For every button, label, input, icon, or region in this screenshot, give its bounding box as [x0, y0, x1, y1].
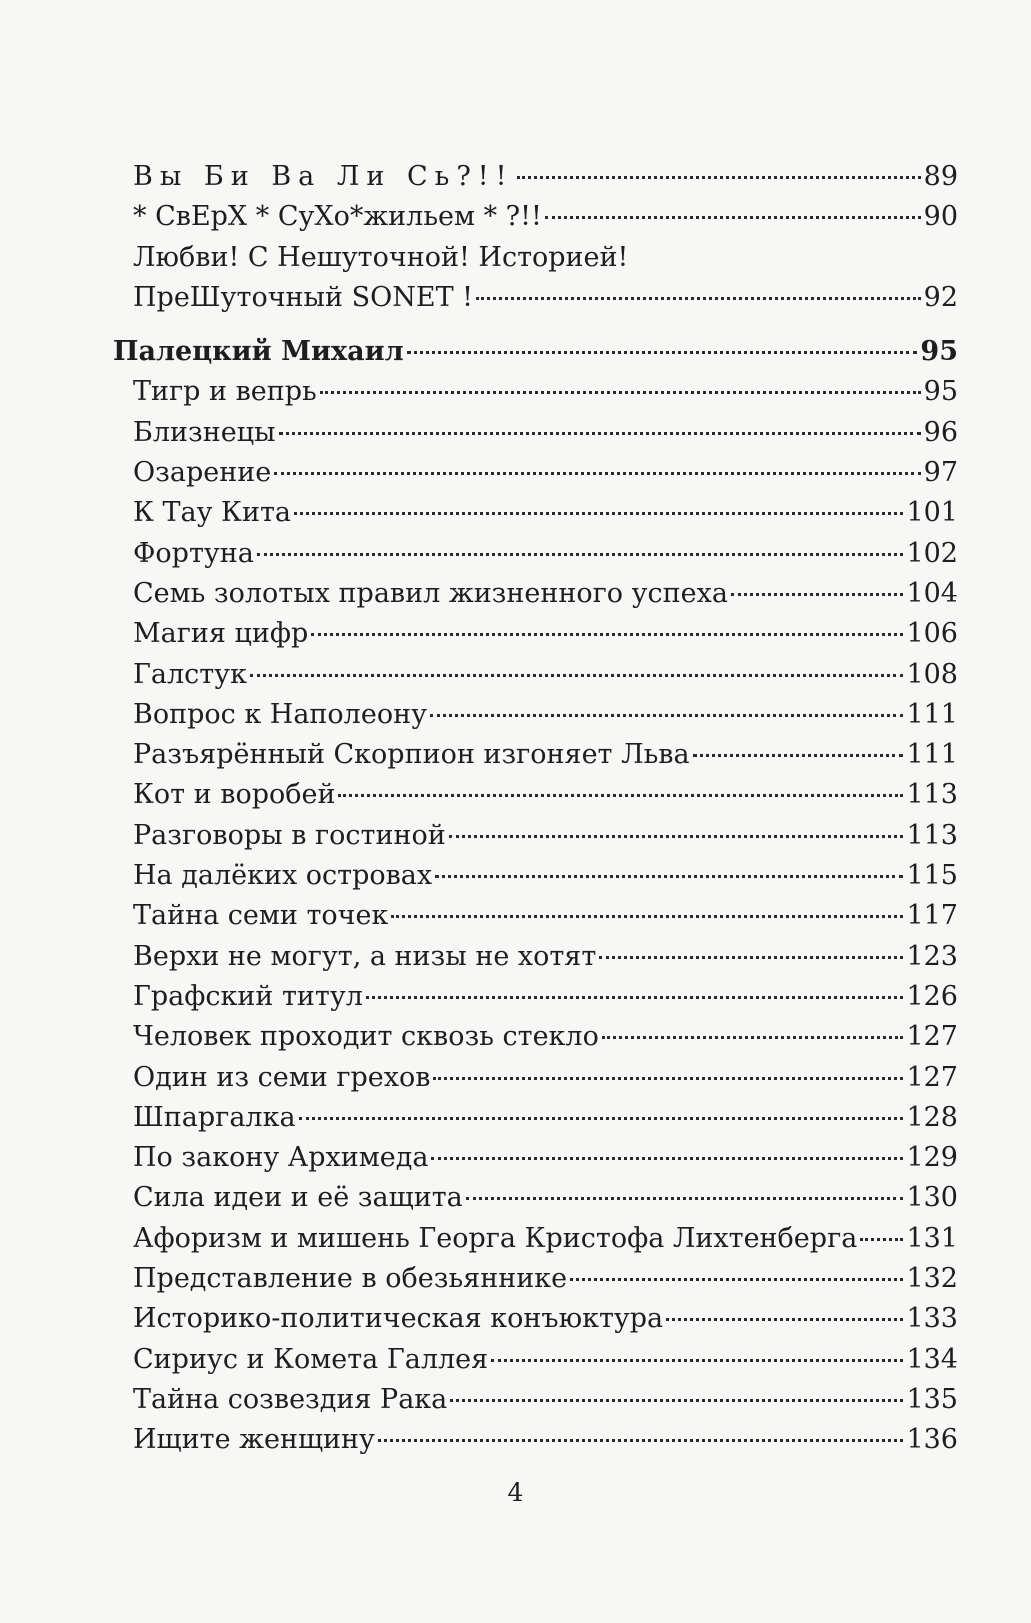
toc-entry: [113, 896, 958, 936]
toc-author-heading: [113, 332, 958, 372]
toc-entry-page: 113: [906, 819, 958, 851]
toc-entry-title: ПреШуточный SONET !: [133, 281, 474, 313]
toc-entry-page: 90: [923, 201, 958, 233]
toc-entry: [113, 453, 958, 493]
toc-entry: [113, 197, 958, 237]
toc-entry-page: 127: [906, 1061, 958, 1093]
toc-entry-title: По закону Архимеда: [133, 1142, 429, 1174]
toc-entry-title: Разговоры в гостиной: [133, 819, 446, 851]
toc-entry-title: Палецкий Михаил: [113, 336, 404, 368]
toc-entry-title: К Тау Кита: [133, 497, 291, 529]
toc-entry: [113, 238, 958, 278]
toc-entry-title: Представление в обезьяннике: [133, 1263, 568, 1295]
toc-entry-page: 126: [906, 980, 958, 1012]
dot-leader: [693, 754, 904, 757]
toc-entry-page: 132: [906, 1263, 958, 1295]
toc-entry-title: Сириус и Комета Галлея: [133, 1343, 489, 1375]
dot-leader: [570, 1278, 903, 1281]
toc-entry-title: Тайна семи точек: [133, 900, 389, 932]
dot-leader: [517, 176, 921, 179]
dot-leader: [407, 351, 918, 354]
dot-leader: [391, 915, 903, 918]
toc-entry: [113, 413, 958, 453]
dot-leader: [450, 1399, 903, 1402]
toc-entry: [113, 695, 958, 735]
dot-leader: [279, 432, 921, 435]
dot-leader: [257, 553, 904, 556]
dot-leader: [299, 1117, 904, 1120]
toc-entry: [113, 1098, 958, 1138]
dot-leader: [449, 835, 904, 838]
toc-entry: [113, 1259, 958, 1299]
dot-leader: [294, 512, 903, 515]
toc-entry-page: 130: [906, 1182, 958, 1214]
table-of-contents: [113, 157, 958, 1461]
toc-entry: [113, 1340, 958, 1380]
toc-entry: [113, 278, 958, 318]
toc-entry: [113, 775, 958, 815]
toc-entry: [113, 372, 958, 412]
dot-leader: [338, 794, 903, 797]
toc-entry-title: Графский титул: [133, 980, 363, 1012]
toc-entry-title: Вы Би Ва Ли Сь?!!: [133, 161, 514, 192]
dot-leader: [320, 391, 921, 394]
toc-entry-page: 97: [923, 457, 958, 489]
toc-entry: [113, 1380, 958, 1420]
dot-leader: [545, 216, 921, 219]
toc-entry-page: 95: [923, 376, 958, 408]
dot-leader: [430, 714, 903, 717]
toc-entry-title: Фортуна: [133, 537, 254, 569]
dot-leader: [378, 1439, 904, 1442]
toc-entry-title: Шпаргалка: [133, 1101, 296, 1133]
toc-entry: [113, 1138, 958, 1178]
toc-entry-title: Галстук: [133, 658, 247, 690]
toc-entry-page: 101: [906, 497, 958, 529]
toc-entry-page: 89: [923, 161, 958, 192]
toc-entry: [113, 157, 958, 197]
toc-entry-page: 134: [906, 1343, 958, 1375]
toc-entry: [113, 1420, 958, 1460]
toc-entry-title: Семь золотых правил жизненного успеха: [133, 577, 728, 609]
toc-entry-title: * СвЕрХ * СуХо*жильем * ?!!: [133, 201, 542, 233]
dot-leader: [731, 593, 904, 596]
toc-entry: [113, 977, 958, 1017]
dot-leader: [311, 633, 903, 636]
dot-leader: [602, 1036, 904, 1039]
toc-entry-title: Сила идеи и её защита: [133, 1182, 463, 1214]
toc-entry-title: Человек проходит сквозь стекло: [133, 1021, 599, 1053]
dot-leader: [250, 674, 904, 677]
toc-entry-page: 102: [906, 537, 958, 569]
toc-entry-title: На далёких островах: [133, 860, 433, 892]
toc-entry-title: Кот и воробей: [133, 779, 336, 811]
toc-entry-title: Один из семи грехов: [133, 1061, 431, 1093]
toc-entry-page: 111: [906, 698, 958, 730]
toc-entry: [113, 574, 958, 614]
toc-entry-page: 128: [906, 1101, 958, 1133]
toc-entry-title: Историко-политическая конъюктура: [133, 1303, 664, 1335]
toc-entry-page: 106: [906, 618, 958, 650]
toc-entry-title: Магия цифр: [133, 618, 309, 650]
toc-entry-title: Тигр и вепрь: [133, 376, 317, 408]
toc-entry-page: 136: [906, 1424, 958, 1456]
dot-leader: [366, 996, 904, 999]
toc-entry-title: Близнецы: [133, 416, 276, 448]
dot-leader: [435, 875, 903, 878]
toc-entry: [113, 655, 958, 695]
dot-leader: [466, 1197, 904, 1200]
toc-entry: [113, 1058, 958, 1098]
toc-entry-title: Тайна созвездия Рака: [133, 1383, 448, 1415]
toc-entry-title: Афоризм и мишень Георга Кристофа Лихтенберга: [133, 1222, 858, 1254]
toc-entry-page: 115: [906, 860, 958, 892]
toc-entry-page: 108: [906, 658, 958, 690]
dot-leader: [491, 1359, 903, 1362]
toc-entry-page: 95: [920, 336, 958, 368]
toc-entry-page: 92: [923, 281, 958, 313]
dot-leader: [431, 1157, 903, 1160]
toc-entry-page: 96: [923, 416, 958, 448]
dot-leader: [433, 1077, 903, 1080]
toc-entry: [113, 1178, 958, 1218]
toc-entry-page: 129: [906, 1142, 958, 1174]
toc-entry-page: 113: [906, 779, 958, 811]
toc-entry: [113, 735, 958, 775]
toc-entry-page: 133: [906, 1303, 958, 1335]
dot-leader: [599, 956, 903, 959]
toc-entry: [113, 614, 958, 654]
page-number: 4: [507, 1478, 524, 1507]
dot-leader: [274, 472, 920, 475]
toc-entry: [113, 816, 958, 856]
toc-entry: [113, 1299, 958, 1339]
toc-entry: [113, 1017, 958, 1057]
dot-leader: [860, 1238, 903, 1241]
toc-entry: [113, 1219, 958, 1259]
toc-entry-page: 123: [906, 940, 958, 972]
toc-entry: [113, 534, 958, 574]
toc-entry-title: Ищите женщину: [133, 1424, 375, 1456]
toc-entry-title: Верхи не могут, а низы не хотят: [133, 940, 597, 972]
toc-entry-page: 104: [906, 577, 958, 609]
toc-entry: [113, 937, 958, 977]
dot-leader: [666, 1318, 903, 1321]
toc-entry-title: Разъярённый Скорпион изгоняет Льва: [133, 739, 690, 771]
toc-entry-page: 117: [906, 900, 958, 932]
toc-entry-page: 135: [906, 1383, 958, 1415]
toc-entry-page: 111: [906, 739, 958, 771]
toc-entry-title: Вопрос к Наполеону: [133, 698, 427, 730]
toc-entry: [113, 493, 958, 533]
toc-entry-title: Озарение: [133, 457, 272, 489]
dot-leader: [476, 297, 921, 300]
toc-entry-page: 127: [906, 1021, 958, 1053]
toc-entry: [113, 856, 958, 896]
toc-entry-title: Любви! С Нешуточной! Историей!: [133, 241, 629, 273]
toc-entry-page: 131: [906, 1222, 958, 1254]
